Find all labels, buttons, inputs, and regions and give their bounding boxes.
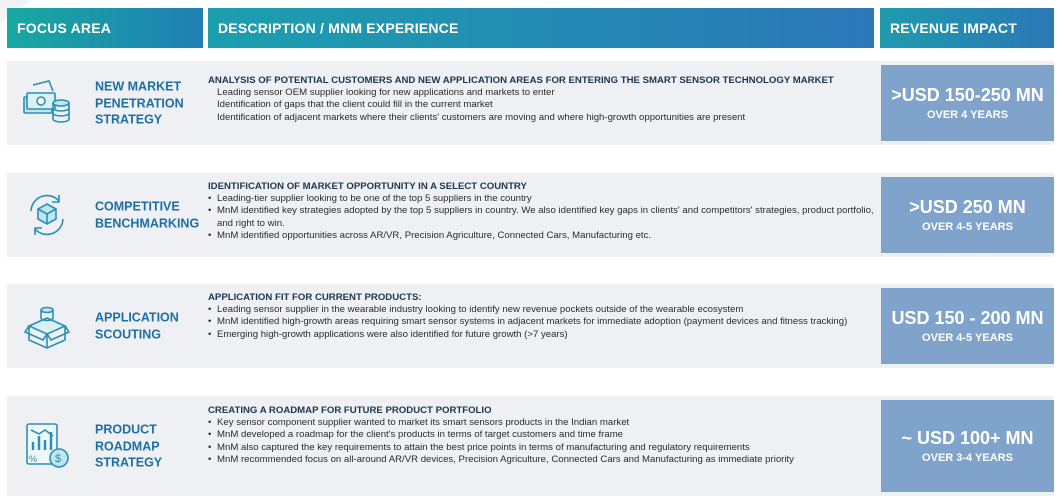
revenue-period: OVER 4 YEARS	[926, 109, 1009, 121]
description-item: • MnM recommended focus on all-around AR/VR devices, Precision Agriculture, Connected Cars and Manufacturing as immediate priority	[208, 454, 876, 466]
table-row	[7, 61, 1054, 145]
description-item: • MnM identified key strategies adopted by the top 5 suppliers in country. We also identified key gaps in clients' and competitors' strategies, product portfolio, and right to win.	[208, 205, 876, 229]
revenue-impact-cell	[881, 400, 1054, 492]
description-item: Identification of gaps that the client could fill in the current market	[217, 99, 493, 111]
description-item: • MnM developed a roadmap for the client's products in terms of target customers and time frame	[208, 429, 876, 441]
description-heading: IDENTIFICATION OF MARKET OPPORTUNITY IN A SELECT COUNTRY	[208, 181, 527, 192]
revenue-period: OVER 3-4 YEARS	[922, 452, 1013, 464]
description-item: • MnM identified opportunities across AR/VR, Precision Agriculture, Connected Cars, Manufacturing etc.	[208, 230, 876, 242]
description-item: • Key sensor component supplier wanted to market its smart sensors products in the Indian market	[208, 417, 876, 429]
svg-text:$: $	[55, 453, 62, 465]
description-item: • Leading sensor supplier in the wearable industry looking to identify new revenue pockets outside of the wearable ecosystem	[208, 304, 876, 316]
description-heading: APPLICATION FIT FOR CURRENT PRODUCTS:	[208, 292, 422, 303]
description-item: • MnM also captured the key requirements to attain the best price points in terms of manufacturing and regulatory requirements	[208, 442, 876, 454]
revenue-value: USD 150 - 200 MN	[891, 308, 1044, 328]
cycle-box-icon	[21, 189, 73, 241]
focus-area-label: PRODUCT ROADMAP STRATEGY	[95, 422, 163, 470]
table-row	[7, 284, 1054, 368]
header-description: DESCRIPTION / MNM EXPERIENCE	[208, 8, 874, 48]
roadmap-icon	[21, 420, 73, 472]
description-block	[208, 292, 876, 341]
description-block	[208, 181, 876, 242]
description-block	[208, 75, 876, 124]
description-item: • MnM identified high-growth areas requiring smart sensor systems in adjacent markets for immediate adoption (payment devices and fitness tracking)	[208, 316, 876, 328]
revenue-impact-cell	[881, 65, 1054, 141]
description-heading: ANALYSIS OF POTENTIAL CUSTOMERS AND NEW APPLICATION AREAS FOR ENTERING THE SMART SENSOR TECHNOLOGY MARKET	[208, 75, 834, 86]
revenue-impact-cell	[881, 177, 1054, 253]
description-item: Identification of adjacent markets where their clients' customers are moving and where high-growth opportunities are present	[217, 111, 746, 123]
money-stack-icon	[21, 77, 73, 129]
revenue-value: >USD 250 MN	[909, 197, 1026, 217]
focus-area-label: COMPETITIVE BENCHMARKING	[95, 199, 200, 230]
revenue-value: >USD 150-250 MN	[891, 85, 1044, 105]
description-item: • Leading-tier supplier looking to be one of the top 5 suppliers in the country	[208, 193, 876, 205]
description-item: Leading sensor OEM supplier looking for new applications and markets to enter	[217, 87, 555, 99]
revenue-period: OVER 4-5 YEARS	[922, 332, 1013, 344]
svg-text:%: %	[29, 454, 38, 464]
open-box-icon	[21, 300, 73, 352]
focus-area-label: NEW MARKET PENETRATION STRATEGY	[95, 79, 184, 127]
header-focus-area: FOCUS AREA	[7, 8, 203, 48]
revenue-value: ~ USD 100+ MN	[901, 428, 1034, 448]
revenue-impact-cell	[881, 288, 1054, 364]
table-row	[7, 396, 1054, 496]
description-block	[208, 405, 876, 466]
description-item: • Emerging high-growth applications were also identified for future growth (>7 years)	[208, 329, 876, 341]
focus-area-label: APPLICATION SCOUTING	[95, 310, 179, 341]
description-heading: CREATING A ROADMAP FOR FUTURE PRODUCT PORTFOLIO	[208, 405, 492, 416]
revenue-period: OVER 4-5 YEARS	[922, 221, 1013, 233]
header-revenue-impact: REVENUE IMPACT	[880, 8, 1054, 48]
table-row	[7, 173, 1054, 257]
